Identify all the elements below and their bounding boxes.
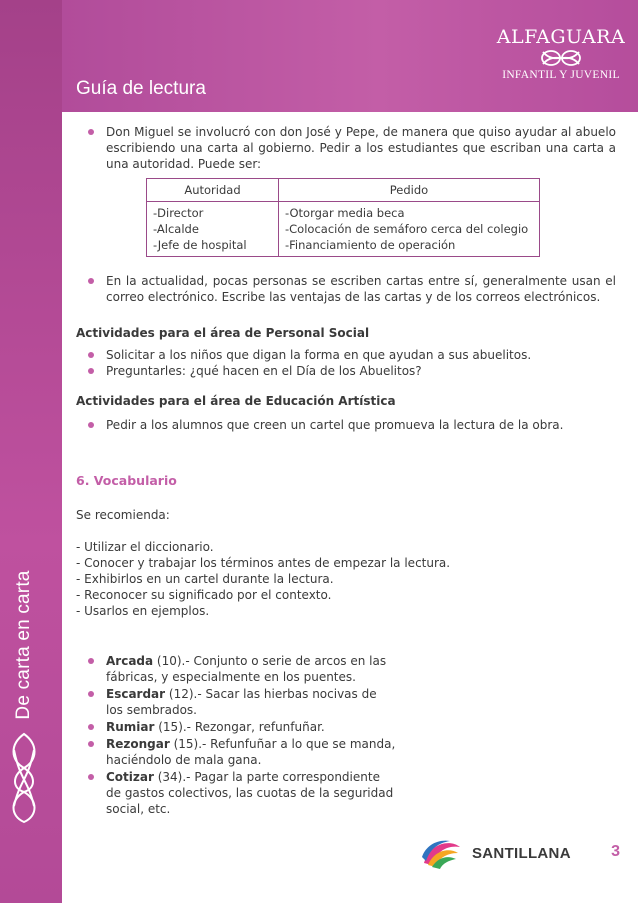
header-band — [62, 0, 638, 112]
pedido-cell — [279, 202, 540, 257]
pedido-item: -Colocación de semáforo cerca del colegio — [285, 222, 529, 236]
pedido-item: -Financiamiento de operación — [285, 238, 456, 252]
section-heading-artistica: Actividades para el área de Educación Artística — [76, 394, 396, 408]
autoridad-item: -Director — [153, 206, 204, 220]
intro-bullet-2: En la actualidad, pocas personas se escriben cartas entre sí, generalmente usan el correo electrónico. Escribe las ventajas de las cartas y de los correos electrónicos. — [76, 273, 616, 305]
glossary-term: Rezongar — [106, 737, 170, 751]
glossary-term: Rumiar — [106, 720, 155, 734]
autoridad-item: -Alcalde — [153, 222, 199, 236]
recommendation-list — [76, 539, 616, 619]
glossary-def: (15).- Rezongar, refunfuñar. — [154, 720, 325, 734]
list-item: - Exhibirlos en un cartel durante la lectura. — [76, 572, 334, 586]
publisher-name: SANTILLANA — [472, 845, 571, 862]
list-item: Pedir a los alumnos que creen un cartel que promueva la lectura de la obra. — [76, 417, 616, 433]
glossary-def: (34).- Pagar la parte correspondiente de gastos colectivos, las cuotas de la seguridad social, etc. — [106, 770, 394, 816]
list-item: Preguntarles: ¿qué hacen en el Día de los Abuelitos? — [76, 363, 616, 379]
table-header-pedido: Pedido — [279, 179, 540, 202]
glossary-term: Arcada — [106, 654, 154, 668]
page-title: Guía de lectura — [76, 78, 206, 99]
glossary — [76, 653, 396, 817]
glossary-item — [76, 653, 396, 685]
content — [76, 124, 616, 818]
glossary-item — [76, 736, 396, 768]
section-heading-personal-social: Actividades para el área de Personal Social — [76, 326, 370, 340]
list-item: Solicitar a los niños que digan la forma en que ayudan a sus abuelitos. — [76, 347, 616, 363]
glossary-def: (15).- Refunfuñar a lo que se manda, haciéndolo de mala gana. — [106, 737, 396, 767]
knot-logo-icon — [539, 48, 583, 68]
glossary-item — [76, 686, 396, 718]
list-item: - Utilizar el diccionario. — [76, 540, 214, 554]
intro-bullet-1: Don Miguel se involucró con don José y Pepe, de manera que quiso ayudar al abuelo escribiendo una carta al gobierno. Pedir a los estudiantes que escriban una carta a una autoridad. Puede ser: — [76, 124, 616, 172]
alfaguara-logo — [496, 26, 626, 81]
glossary-def: (10).- Conjunto o serie de arcos en las fábricas, y especialmente en los puentes. — [106, 654, 387, 684]
list-item: - Reconocer su significado por el contexto. — [76, 588, 332, 602]
table-header-autoridad: Autoridad — [147, 179, 279, 202]
autoridad-item: -Jefe de hospital — [153, 238, 247, 252]
knot-ornament-icon — [6, 730, 42, 826]
santillana-logo-icon — [420, 837, 464, 871]
glossary-term: Escardar — [106, 687, 166, 701]
vocabulario-intro: Se recomienda: — [76, 508, 170, 522]
requests-table — [146, 178, 540, 257]
brand-subtitle: INFANTIL Y JUVENIL — [502, 69, 620, 81]
footer — [420, 833, 620, 873]
side-title — [4, 570, 44, 720]
vocabulario-title: 6. Vocabulario — [76, 473, 177, 488]
list-item: - Usarlos en ejemplos. — [76, 604, 210, 618]
side-title-text: De carta en carta — [13, 570, 34, 720]
brand-name: ALFAGUARA — [496, 26, 626, 48]
autoridad-cell — [147, 202, 279, 257]
glossary-def: (12).- Sacar las hierbas nocivas de los sembrados. — [106, 687, 377, 717]
glossary-item — [76, 719, 396, 735]
list-item: - Conocer y trabajar los términos antes de empezar la lectura. — [76, 556, 451, 570]
page-number: 3 — [611, 843, 620, 860]
glossary-term: Cotizar — [106, 770, 154, 784]
pedido-item: -Otorgar media beca — [285, 206, 405, 220]
glossary-item — [76, 769, 396, 817]
